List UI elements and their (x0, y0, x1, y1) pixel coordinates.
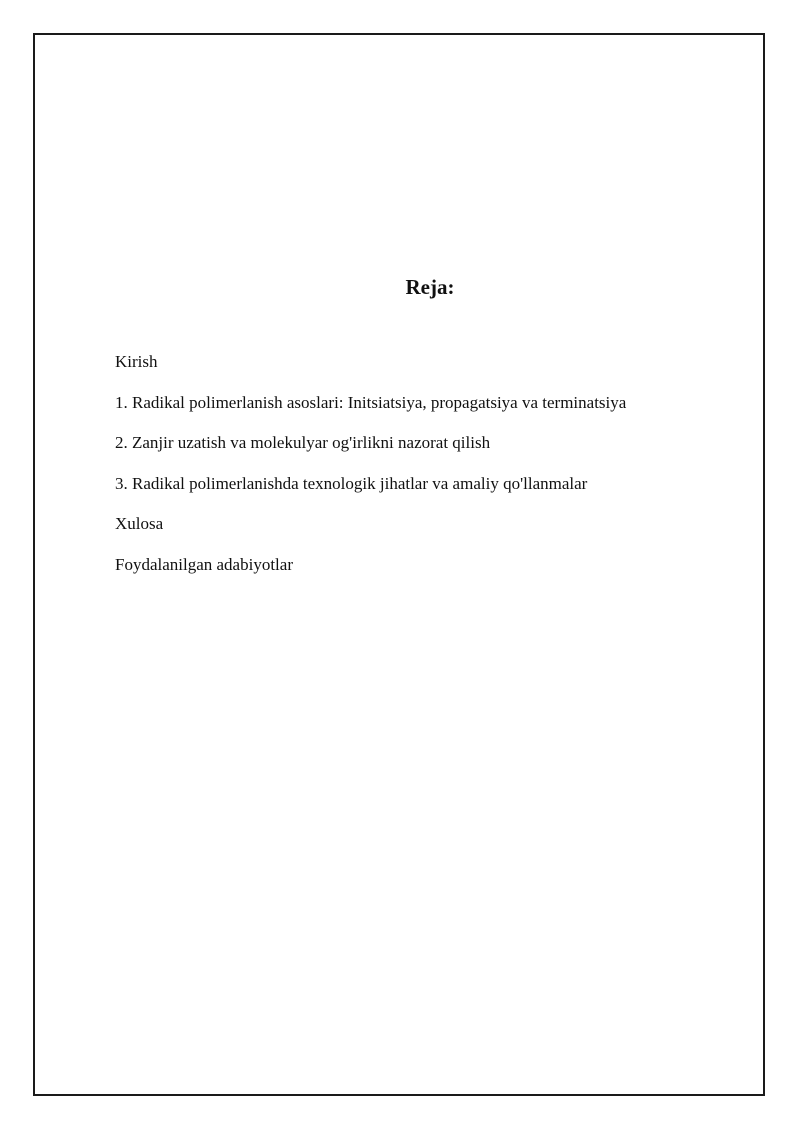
toc-item-conclusion: Xulosa (115, 514, 164, 533)
toc-item-introduction: Kirish (115, 352, 158, 371)
toc-item-1: 1. Radikal polimerlanish asoslari: Initsiatsiya, propagatsiya va terminatsiya (115, 392, 627, 412)
toc-item-2: 2. Zanjir uzatish va molekulyar og'irlikni nazorat qilish (115, 433, 491, 452)
toc-item-references: Foydalanilgan adabiyotlar (115, 554, 293, 574)
table-of-contents (115, 352, 626, 595)
toc-item-3: 3. Radikal polimerlanishda texnologik jihatlar va amaliy qo'llanmalar (115, 473, 588, 493)
page-title: Reja: (405, 275, 455, 299)
